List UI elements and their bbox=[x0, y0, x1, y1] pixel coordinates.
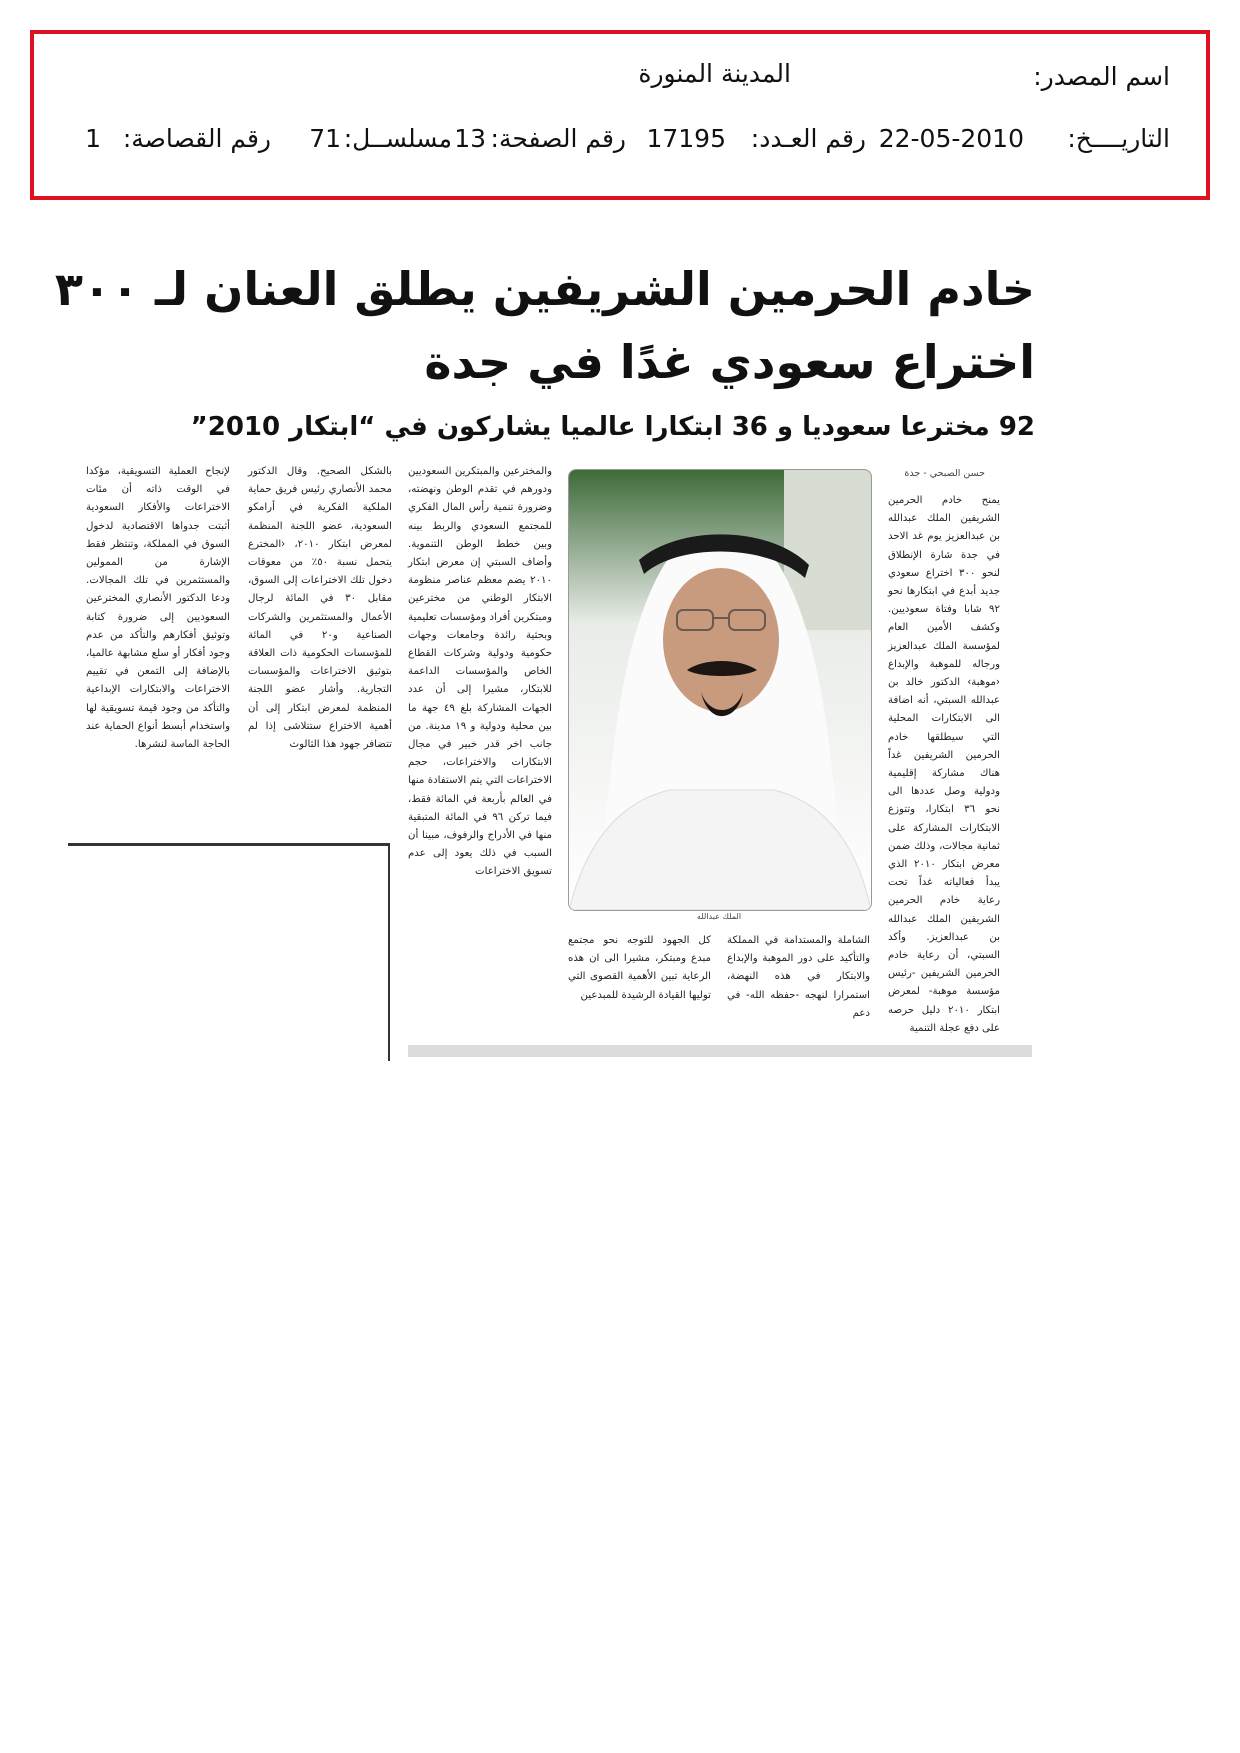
article-column-5-text: بالشكل الصحيح. وقال الدكتور محمد الأنصاري رئيس فريق حماية الملكية الفكرية في أرامكو السعودية، عضو اللجنة المنظمة لمعرض ابتكار ٢٠١٠، ‹المخترع يتحمل نسبة ٥٠٪ من معوقات دخول تلك الاختراعات إلى السوق، مقابل ٣٠ في المائة لرجال الأعمال والمستثمرين والشركات الصناعية و٢٠ في المائة للمؤسسات الحكومية ذات العلاقة بتوثيق الاختراعات والمؤسسات التجارية. وأشار عضو اللجنة المنظمة لمعرض ابتكار إلى أن أهمية الاختراع ستتلاشى إذا لم تتضافر جهود هذا الثالوث bbox=[248, 466, 392, 751]
portrait-illustration bbox=[569, 470, 871, 910]
article-column-5 bbox=[248, 463, 392, 754]
article-column-3-text: كل الجهود للتوجه نحو مجتمع مبدع ومبتكر، مشيرا الى ان هذه الرعاية تبين الأهمية القصوى التي توليها القيادة الرشيدة للمبدعين bbox=[568, 935, 711, 1001]
source-value: المدينة المنورة bbox=[638, 59, 791, 88]
article-column-6 bbox=[86, 463, 230, 754]
issue-label: رقم العـدد: bbox=[750, 124, 866, 153]
serial-value: 71 bbox=[309, 124, 341, 153]
article-column-2-text: الشاملة والمستدامة في المملكة والتأكيد على دور الموهبة والإبداع والابتكار في هذه النهضة، استمرارا لنهجه -حفظه الله- في دعم bbox=[727, 935, 870, 1019]
article-column-6-text: لإنجاح العملية التسويقية، مؤكدا في الوقت ذاته أن مئات الاختراعات والأفكار السعودية أثبتت جدواها الاقتصادية لدخول السوق في المملكة، وتنتظر فقط الإشارة من الممولين والمستثمرين في تلك المجالات. ودعا الدكتور الأنصاري المخترعين السعوديين إلى ضرورة كتابة وتوثيق أفكارهم والتأكد من عدم وجود أفكار أو سلع مشابهة عالميا، بالإضافة إلى التمعن في تقييم الاختراعات والابتكارات الإبداعية والتأكد من وجود قيمة تسويقية لها واستخدام أبسط أنواع الحماية عند الحاجة الماسة لنشرها. bbox=[86, 466, 230, 751]
article-column-3 bbox=[568, 932, 711, 1005]
photo-caption: الملك عبدالله bbox=[696, 912, 742, 921]
vertical-rule bbox=[388, 843, 390, 1061]
source-label: اسم المصدر: bbox=[1033, 62, 1170, 91]
subheadline: 92 مخترعا سعوديا و 36 ابتكارا عالميا يشاركون في “ابتكار 2010” bbox=[190, 412, 1035, 442]
article-column-2 bbox=[727, 932, 870, 1023]
horizontal-rule bbox=[68, 843, 390, 846]
clip-label: رقم القصاصة: bbox=[122, 124, 271, 153]
serial-label: مسلســل: bbox=[343, 124, 452, 153]
date-value: 22-05-2010 bbox=[878, 124, 1024, 153]
article-column-1-text: يمنح خادم الحرمين الشريفين الملك عبدالله بن عبدالعزيز يوم غد الاحد في جدة شارة الإنطلاق لنحو ٣٠٠ اختراع سعودي جديد أبدع في ابتكارها نحو ٩٢ شابا وفتاة سعوديين. وكشف الأمين العام لمؤسسة الملك عبدالعزيز ورجاله للموهبة والإبداع ‹موهبة› الدكتور خالد بن عبدالله السبتي، أنه اضافة الى الابتكارات المحلية التي سيطلقها خادم الحرمين الشريفين غداً هناك مشاركة إقليمية ودولية وصل عددها الى نحو ٣٦ ابتكارا، وتتوزع الابتكارات المشاركة على ثمانية مجالات، وذلك ضمن معرض ابتكار ٢٠١٠ الذي يبدأ فعالياته غداً تحت رعاية خادم الحرمين الشريفين الملك عبدالله بن عبدالعزيز. وأكد السبتي، أن رعاية خادم الحرمين الشريفين -رئيس مؤسسة موهبة- لمعرض ابتكار ٢٠١٠ دليل حرصه على دفع عجلة التنمية bbox=[888, 495, 1001, 1034]
date-label: التاريــــخ: bbox=[1067, 124, 1170, 153]
issue-value: 17195 bbox=[646, 124, 726, 153]
clipping-header bbox=[30, 30, 1210, 200]
page-label: رقم الصفحة: bbox=[490, 124, 626, 153]
article-column-4 bbox=[408, 463, 552, 882]
headline-line-1: خادم الحرمين الشريفين يطلق العنان لـ ٣٠٠ bbox=[54, 262, 1035, 316]
page-value: 13 bbox=[454, 124, 486, 153]
article-column-4-text: والمخترعين والمبتكرين السعوديين ودورهم في تقدم الوطن ونهضته، وضرورة تنمية رأس المال الفكري للمجتمع السعودي والربط بينه وبين خطط الوطن التنموية. وأضاف السبتي إن معرض ابتكار ٢٠١٠ يضم معظم عناصر منظومة الابتكار الوطني من مخترعين ومبتكرين أفراد ومؤسسات تعليمية وبحثية رائدة وجامعات وجهات حكومية ودولية وشركات القطاع الخاص والمؤسسات الداعمة للابتكار، مشيرا إلى أن عدد الجهات المشاركة بلغ ٤٩ جهة ما بين محلية ودولية و ١٩ مدينة. من جانب اخر قدر خبير في مجال الابتكارات والاختراعات، حجم الاختراعات التي يتم الاستفادة منها في العالم بأربعة في المائة فقط، فيما تركن ٩٦ في المائة المتبقية منها في الأدراج والرفوف، مبينا أن السبب في ذلك يعود إلى عدم تسويق الاختراعات bbox=[408, 466, 552, 878]
headline-line-2: اختراع سعودي غدًا في جدة bbox=[424, 335, 1035, 389]
byline: حسن الصبحي - جدة bbox=[904, 468, 985, 479]
clip-value: 1 bbox=[85, 124, 101, 153]
king-photo bbox=[568, 469, 872, 911]
footer-bar bbox=[408, 1045, 1032, 1057]
article-column-1 bbox=[888, 492, 1000, 1038]
